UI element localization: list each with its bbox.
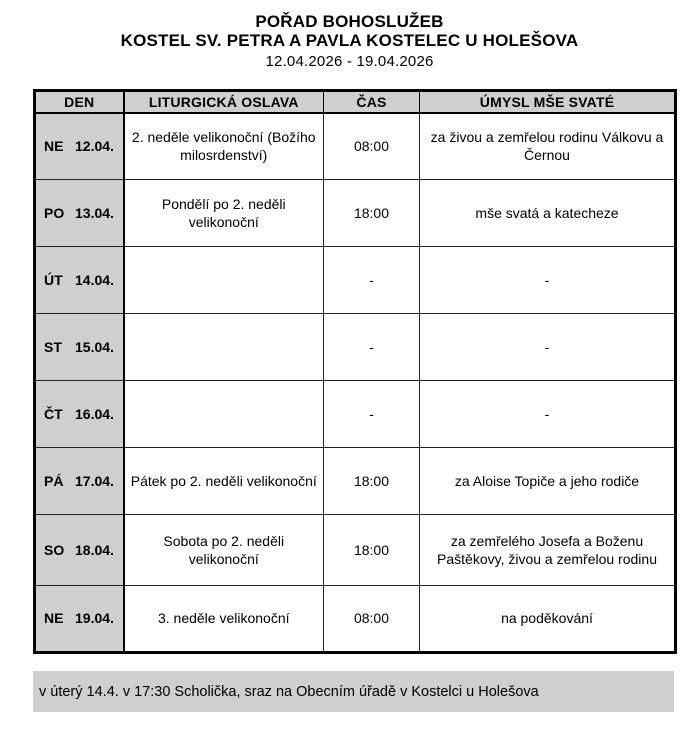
table-row — [35, 381, 676, 448]
day-cell — [35, 586, 124, 653]
table-row — [35, 180, 676, 247]
time-cell: - — [324, 381, 420, 448]
day-cell — [35, 448, 124, 515]
schedule-table — [33, 89, 677, 654]
celebration-cell: 2. neděle velikonoční (Božího milosrdenství) — [124, 113, 324, 180]
day-date: 15.04. — [75, 338, 114, 355]
day-cell — [35, 515, 124, 586]
intention-cell: na poděkování — [420, 586, 676, 653]
day-date: 18.04. — [75, 541, 114, 558]
page-title: POŘAD BOHOSLUŽEB — [255, 12, 444, 31]
day-cell — [35, 381, 124, 448]
day-abbr: ČT — [44, 405, 63, 422]
col-header-time: ČAS — [324, 91, 420, 113]
day-date: 19.04. — [75, 610, 114, 627]
time-cell: - — [324, 247, 420, 314]
day-abbr: PO — [44, 204, 65, 221]
celebration-cell: Pátek po 2. neděli velikonoční — [124, 448, 324, 515]
time-cell: 18:00 — [324, 515, 420, 586]
day-abbr: NE — [44, 138, 64, 155]
table-row — [35, 448, 676, 515]
day-abbr: NE — [44, 610, 64, 627]
footer-note-text: v úterý 14.4. v 17:30 Scholička, sraz na Obecním úřadě v Kostelci u Holešova — [39, 683, 539, 700]
day-cell — [35, 113, 124, 180]
table-header-row — [35, 91, 676, 113]
date-range: 12.04.2026 - 19.04.2026 — [265, 53, 434, 70]
time-cell: - — [324, 314, 420, 381]
table-row — [35, 515, 676, 586]
celebration-cell: Sobota po 2. neděli velikonoční — [124, 515, 324, 586]
intention-cell: mše svatá a katecheze — [420, 180, 676, 247]
table-row — [35, 113, 676, 180]
col-header-intention: ÚMYSL MŠE SVATÉ — [420, 91, 676, 113]
celebration-cell: Pondělí po 2. neděli velikonoční — [124, 180, 324, 247]
col-header-day: DEN — [35, 91, 124, 113]
document-header — [0, 12, 699, 72]
day-date: 12.04. — [75, 138, 114, 155]
time-cell: 08:00 — [324, 113, 420, 180]
intention-cell: za živou a zemřelou rodinu Válkovu a Černou — [420, 113, 676, 180]
footer-note-bar — [33, 671, 674, 712]
intention-cell: - — [420, 381, 676, 448]
intention-cell: za Aloise Topiče a jeho rodiče — [420, 448, 676, 515]
day-cell — [35, 180, 124, 247]
table-row — [35, 247, 676, 314]
table-row — [35, 586, 676, 653]
celebration-cell — [124, 314, 324, 381]
celebration-cell: 3. neděle velikonoční — [124, 586, 324, 653]
table-row — [35, 314, 676, 381]
day-cell — [35, 314, 124, 381]
day-abbr: ST — [44, 338, 62, 355]
day-cell — [35, 247, 124, 314]
celebration-cell — [124, 247, 324, 314]
day-date: 16.04. — [75, 405, 114, 422]
intention-cell: za zemřelého Josefa a Boženu Paštěkovy, živou a zemřelou rodinu — [420, 515, 676, 586]
col-header-celebration: LITURGICKÁ OSLAVA — [124, 91, 324, 113]
day-abbr: PÁ — [44, 472, 64, 489]
intention-cell: - — [420, 314, 676, 381]
day-abbr: ÚT — [44, 271, 63, 288]
day-date: 17.04. — [75, 472, 114, 489]
page-subtitle: KOSTEL SV. PETRA A PAVLA KOSTELEC U HOLEŠOVA — [120, 31, 579, 50]
day-abbr: SO — [44, 541, 65, 558]
celebration-cell — [124, 381, 324, 448]
day-date: 13.04. — [75, 204, 114, 221]
time-cell: 18:00 — [324, 180, 420, 247]
time-cell: 18:00 — [324, 448, 420, 515]
intention-cell: - — [420, 247, 676, 314]
day-date: 14.04. — [75, 271, 114, 288]
time-cell: 08:00 — [324, 586, 420, 653]
